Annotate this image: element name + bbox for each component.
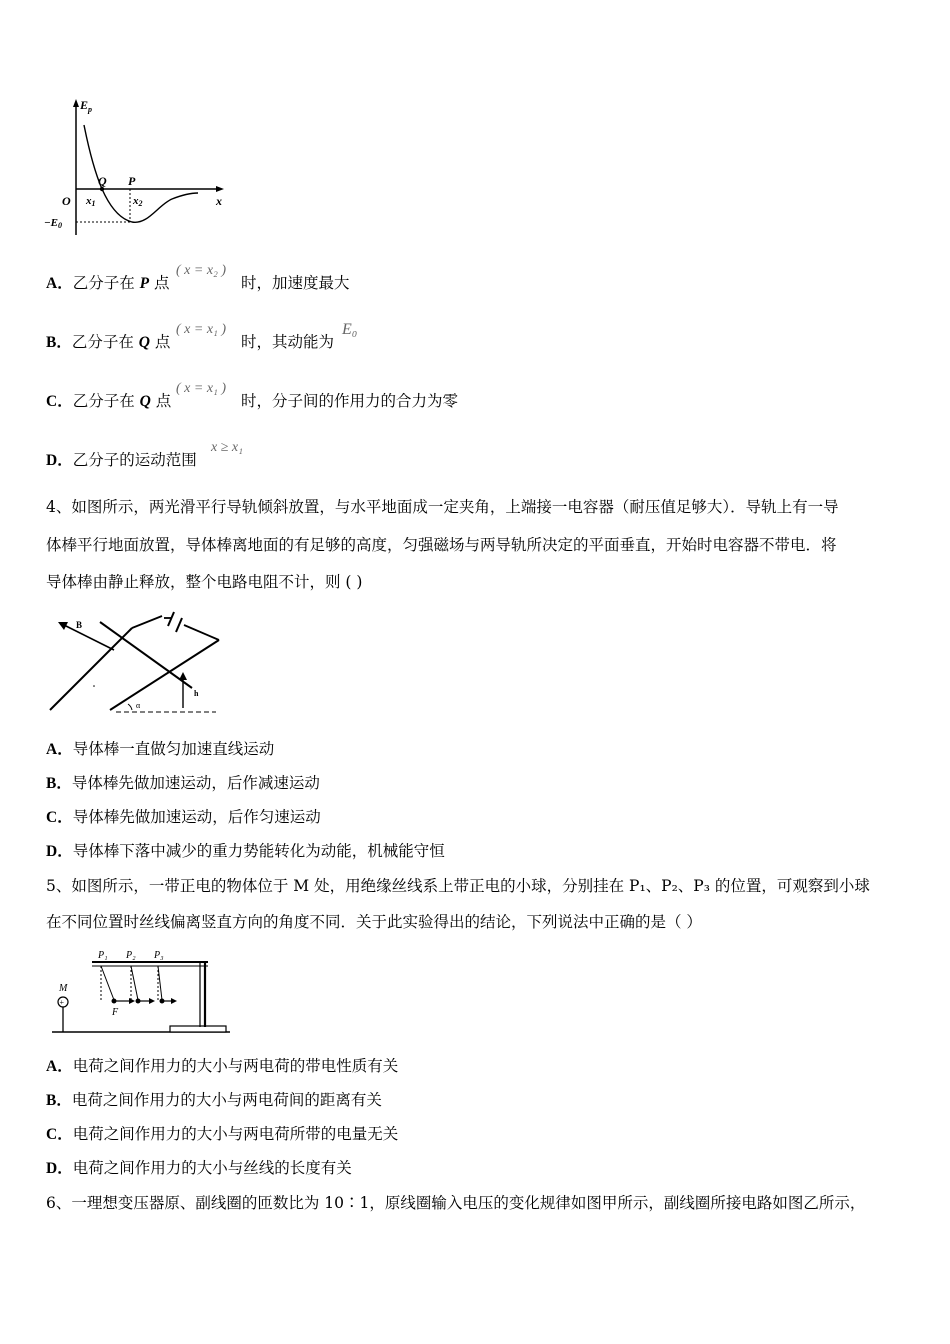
q3-a-formula: ( x = x₂ ) [176, 263, 227, 278]
potential-energy-graph [40, 95, 240, 245]
q3-b-post: 时，其动能为 [241, 333, 335, 351]
p3-label: P₃ [154, 950, 164, 961]
inclined-rails-diagram [44, 600, 244, 720]
q6-line-1: 6、一理想变压器原、副线圈的匝数比为 10∶1，原线圈输入电压的变化规律如图甲所示，副线圈所接电路如图乙所示， [46, 1194, 866, 1212]
ball-p3 [160, 999, 165, 1004]
x-axis-label: x [216, 194, 222, 208]
point-p-label: P [128, 174, 136, 188]
height-label: h [194, 689, 199, 698]
p1-label: P₁ [98, 950, 108, 961]
q3-option-b: B．乙分子在 Q 点 [46, 333, 171, 351]
m-label: M [59, 983, 68, 994]
b-field-label: B [76, 620, 83, 630]
b-field-arrow [62, 624, 114, 650]
q4-option-c: C．导体棒先做加速运动，后作匀速运动 [46, 808, 321, 826]
y-axis-label: $E_p$ [80, 98, 93, 114]
q3-b-formula: ( x = x₁ ) [176, 322, 227, 337]
q5-option-a: A．电荷之间作用力的大小与两电荷的带电性质有关 [46, 1057, 399, 1075]
ball-p1 [112, 999, 117, 1004]
q5-line-1: 5、如图所示，一带正电的物体位于 M 处，用绝缘丝线系上带正电的小球，分别挂在 P₁、P₂、P₃ 的位置，可观察到小球 [46, 877, 870, 895]
q5-line-2: 在不同位置时丝线偏离竖直方向的角度不同．关于此实验得出的结论，下列说法中正确的是（ ） [46, 913, 702, 931]
point-q-label: Q [98, 174, 107, 188]
origin-label: O [62, 194, 71, 208]
q4-option-b: B．导体棒先做加速运动，后作减速运动 [46, 774, 320, 792]
x1-label: x1 [86, 195, 96, 208]
q4-line-1: 4、如图所示，两光滑平行导轨倾斜放置，与水平地面成一定夹角，上端接一电容器（耐压值足够大）．导轨上有一导 [46, 498, 839, 516]
q3-option-d: D．乙分子的运动范围 [46, 451, 197, 469]
q4-option-d: D．导体棒下落中减少的重力势能转化为动能，机械能守恒 [46, 842, 445, 860]
q3-option-c: C．乙分子在 Q 点 [46, 392, 172, 410]
q3-c-post: 时，分子间的作用力的合力为零 [241, 392, 459, 410]
q3-b-tail-formula: E₀ [342, 321, 358, 338]
q4-option-a: A．导体棒一直做匀加速直线运动 [46, 740, 275, 758]
angle-label: α [136, 701, 141, 710]
x2-label: x2 [133, 195, 143, 208]
q4-line-2: 体棒平行地面放置，导体棒离地面的有足够的高度，匀强磁场与两导轨所决定的平面垂直，开始时电容器不带电．将 [46, 536, 837, 554]
ball-p2 [136, 999, 141, 1004]
q5-option-c: C．电荷之间作用力的大小与两电荷所带的电量无关 [46, 1125, 399, 1143]
p2-label: P₂ [126, 950, 136, 961]
q3-d-formula: x ≥ x₁ [211, 440, 243, 455]
coulomb-experiment-diagram [48, 944, 238, 1040]
q3-c-formula: ( x = x₁ ) [176, 381, 227, 396]
f-label: F [112, 1007, 119, 1018]
q5-option-d: D．电荷之间作用力的大小与丝线的长度有关 [46, 1159, 352, 1177]
q4-line-3: 导体棒由静止释放，整个电路电阻不计，则 ( ) [46, 573, 363, 591]
svg-text:+: + [59, 998, 65, 1007]
q3-option-a: A．乙分子在 P 点 [46, 274, 170, 292]
q5-option-b: B．电荷之间作用力的大小与两电荷间的距离有关 [46, 1091, 382, 1109]
q3-a-post: 时，加速度最大 [241, 274, 350, 292]
neg-e0-label: −E0 [44, 217, 63, 230]
